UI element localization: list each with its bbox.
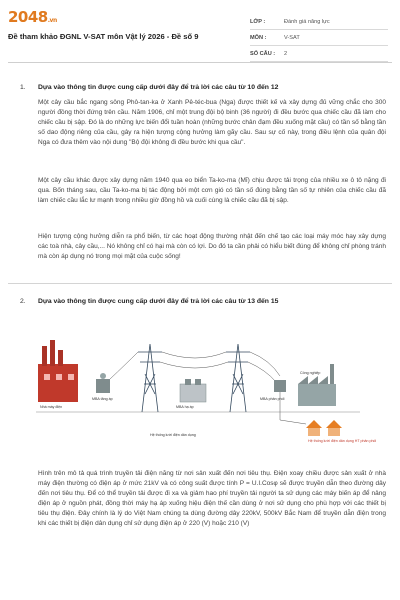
meta-value: Đánh giá năng lực [284, 18, 330, 25]
transformer-down-icon [180, 379, 206, 402]
logo-suffix: .vn [47, 17, 57, 24]
question-number: 1. [20, 84, 26, 91]
transmission-tower-icon [138, 344, 162, 412]
power-plant-icon [38, 340, 78, 402]
meta-label: SỐ CÂU : [250, 50, 276, 57]
meta-value: V-SAT [284, 34, 300, 41]
industry-label: Công nghiệp [300, 371, 321, 375]
page-header [0, 0, 400, 62]
meta-label: MÔN : [250, 34, 267, 41]
exam-title: Đề tham khảo ĐGNL V-SAT môn Vật lý 2026 - Đề số 9 [8, 32, 199, 41]
mba-down-label: MBA hạ áp [176, 405, 194, 409]
power-transmission-figure [30, 324, 377, 452]
power-transmission-diagram [30, 324, 377, 452]
house-icon [326, 420, 342, 436]
question-paragraph: Một cây cầu khác được xây dựng năm 1940 qua eo biển Ta-ko-ma (Mĩ) chịu được tải trọng của nhiều xe ô tô nặng đi qua. Bốn tháng sau, cầu Ta-ko-ma bị tác động bởi một cơn gió có tần số đúng bằng tần số tự nhiên của chiếc cầu đã làm chiếc cầu lắc lư mạnh trong nhiều giờ đồng hồ và cuối cùng là chiếc cầu đã bị sập. [38, 177, 386, 204]
meta-label: LỚP : [250, 18, 266, 25]
mba-dist-label: MBA phân phối [260, 397, 285, 401]
meta-value: 2 [284, 50, 288, 57]
question-title: Dựa vào thông tin được cung cấp dưới đây để trả lời các câu từ 10 đến 12 [38, 84, 279, 91]
transmission-tower-icon [226, 344, 250, 412]
question-number: 2. [20, 298, 26, 305]
transformer-up-icon [96, 373, 110, 393]
residential-label: Hệ thống lưới điện dân dụng HT phân phối [308, 439, 377, 443]
mba-up-label: MBA tăng áp [92, 397, 113, 401]
question-paragraph: Một cây cầu bắc ngang sông Phô-tan-ka ở Xanh Pê-téc-bua (Nga) được thiết kế và xây dựng đủ vững chắc cho 300 người đồng thời đứng trên cầu. Năm 1906, chỉ một trung đội bộ binh (36 người) đi đều bước qua chiếc cầu đã làm cho chiếc cầu bị sập. Đó là do những lực biến đổi tuần hoàn (những bước chân đạm đều xuống mặt cầu) có tần số bằng tần số dao động riêng của cầu, gây ra hiện tượng cộng hưởng làm gãy cầu. Sau sự cố này, trong điều lệnh của quân đội Nga có đưa thêm vào nội dung "Bộ đội không đi đều bước khi qua cầu". [38, 99, 386, 146]
grid-label: Hệ thống lưới điện dân dụng [150, 433, 196, 437]
plant-label: Nhà máy điện [40, 405, 63, 409]
header-divider [8, 62, 392, 63]
logo-text: 2048 [8, 8, 48, 26]
meta-row-subject [250, 30, 388, 46]
question-separator [8, 283, 392, 284]
exam-meta [250, 14, 388, 62]
meta-row-class [250, 14, 388, 30]
transformer-distribution-icon [274, 380, 286, 392]
question-paragraph: Hình trên mô tả quá trình truyền tải điện năng từ nơi sản xuất đến nơi tiêu thụ. Điện xoay chiều được sản xuất ở nhà máy điện thường có điện áp ở mức 21kV và có công suất được tính P = U.I.Cosφ sẽ được truyền dẫn theo đường dây đến nơi tiêu thụ. Để có thể truyền tải được đi xa và giảm hao phí truyền tải người ta sử dụng các máy biến áp để nâng điện áp ở nguồn phát, đồng thời máy hạ áp xuống hiệu điện thế cần dùng ở nơi sử dụng cho phù hợp với các thiết bị tiêu thụ điện. Đây chính là lý do Việt Nam chúng ta dùng đường dây 220kV, 500kV Bắc Nam để truyền dẫn điện trong khi các thiết bị điện dân dụng chỉ sử dụng điện áp ở 220 (V) hoặc 210 (V) [38, 470, 386, 527]
question-paragraph: Hiện tượng cộng hưởng diễn ra phổ biến, từ các hoạt động thường nhật đến chế tạo các loại máy móc hay xây dựng các toà nhà, cây cầu,... Nó không chỉ có hại mà còn có lợi. Do đó ta cần phải có hiểu biết đúng để không chỉ phòng tránh mà còn áp dụng nó trong mọi mặt của cuộc sống! [38, 233, 386, 260]
meta-row-count [250, 46, 388, 62]
site-logo[interactable] [8, 8, 57, 26]
question-title: Dựa vào thông tin được cung cấp dưới đây để trả lời các câu từ 13 đến 15 [38, 298, 279, 305]
power-lines [110, 352, 280, 382]
house-icon [306, 420, 322, 436]
